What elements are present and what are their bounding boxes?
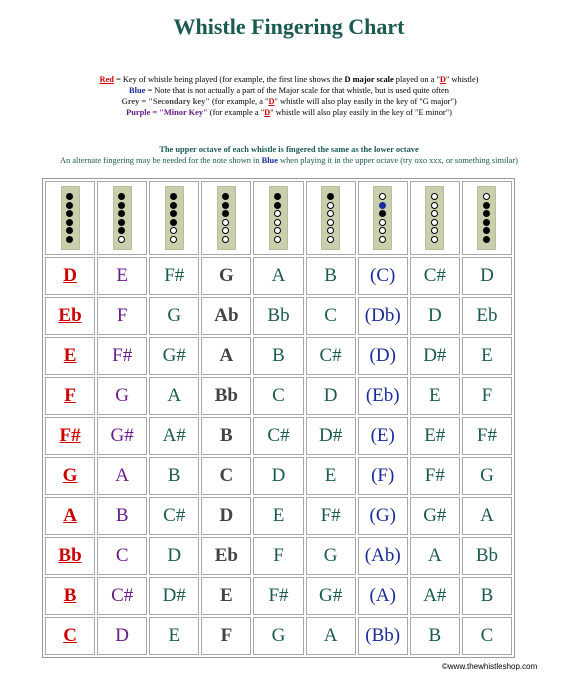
note-label: A — [115, 465, 130, 486]
hole-closed — [483, 227, 490, 234]
hole-open — [431, 219, 438, 226]
note-label: A — [323, 625, 338, 646]
note-label: G — [167, 305, 182, 326]
note-cell — [253, 337, 303, 375]
hole-closed — [118, 193, 125, 200]
note-cell — [45, 457, 95, 495]
note-cell — [358, 497, 408, 535]
hole-closed — [222, 202, 229, 209]
whistle-key-label: F — [64, 385, 76, 406]
note-cell — [306, 617, 356, 655]
note-label: C# — [319, 345, 342, 366]
note-label: (G) — [369, 505, 396, 526]
hole-open — [170, 227, 177, 234]
note-cell — [410, 577, 460, 615]
whistle-diagram — [165, 186, 184, 250]
note-label: F# — [268, 585, 289, 606]
hole-closed — [118, 210, 125, 217]
note-cell — [358, 337, 408, 375]
note-cell — [45, 257, 95, 295]
note-label: E — [272, 505, 285, 526]
note-cell — [358, 617, 408, 655]
note-label: (C) — [370, 265, 396, 286]
note-cell — [253, 577, 303, 615]
fingering-cell — [462, 181, 512, 255]
note-label: D — [271, 465, 286, 486]
legend-blue-text: = Note that is not actually a part of the Major scale for that whistle, but is used quite often — [145, 86, 449, 95]
key-row — [45, 297, 512, 335]
hole-closed — [170, 219, 177, 226]
key-row — [45, 497, 512, 535]
hole-open — [431, 193, 438, 200]
note-label: B — [115, 505, 129, 526]
note-label: C — [480, 625, 494, 646]
note-cell — [201, 417, 251, 455]
note-label: D# — [423, 345, 447, 366]
hole-closed — [274, 193, 281, 200]
note-label: F — [220, 625, 233, 646]
note-label: (E) — [370, 425, 395, 446]
note-label: B — [220, 425, 233, 446]
hole-open — [274, 219, 281, 226]
hole-closed — [222, 210, 229, 217]
note-cell — [149, 577, 199, 615]
note-label: Bb — [475, 545, 499, 566]
note-cell — [97, 337, 147, 375]
note-cell — [306, 257, 356, 295]
note-label: D — [115, 625, 130, 646]
fingering-cell — [410, 181, 460, 255]
note-label: E — [429, 385, 441, 406]
note-cell — [149, 377, 199, 415]
note-cell — [462, 337, 512, 375]
legend-grey-pre: (for example, a " — [209, 97, 269, 106]
subtitle-line1: The upper octave of each whistle is fingered the same as the lower octave — [159, 145, 419, 154]
whistle-key-label: A — [63, 505, 77, 526]
note-cell — [306, 417, 356, 455]
note-cell — [253, 417, 303, 455]
legend-red-mid: played on a " — [393, 75, 440, 84]
key-row — [45, 417, 512, 455]
note-label: F — [481, 385, 493, 406]
hole-closed — [66, 219, 73, 226]
note-label: B — [428, 625, 442, 646]
note-label: D — [480, 265, 494, 286]
legend-purple-post: " whistle will also play easily in the key of "E minor") — [270, 108, 452, 117]
hole-open — [327, 210, 334, 217]
note-cell — [97, 577, 147, 615]
note-cell — [201, 537, 251, 575]
legend-red — [0, 74, 578, 85]
note-label: E — [116, 265, 128, 286]
note-label: A — [480, 505, 494, 526]
hole-closed — [483, 210, 490, 217]
legend-red-post: " whistle) — [445, 75, 479, 84]
whistle-key-label: B — [63, 585, 77, 606]
note-label: Ab — [214, 305, 239, 326]
note-cell — [253, 617, 303, 655]
note-label: B — [480, 585, 494, 606]
hole-open — [379, 227, 386, 234]
legend-purple — [0, 107, 578, 118]
note-label: C — [219, 465, 234, 486]
note-label: C# — [267, 425, 290, 446]
note-label: E — [481, 345, 493, 366]
hole-closed — [483, 202, 490, 209]
legend-purple-label: Purple = "Minor Key" — [126, 108, 208, 117]
note-cell — [462, 617, 512, 655]
hole-closed — [66, 193, 73, 200]
note-cell — [253, 257, 303, 295]
note-cell — [358, 457, 408, 495]
note-cell — [201, 617, 251, 655]
note-cell — [306, 537, 356, 575]
note-cell — [149, 617, 199, 655]
hole-open — [327, 227, 334, 234]
note-label: B — [167, 465, 181, 486]
note-cell — [149, 257, 199, 295]
hole-half — [379, 202, 386, 209]
note-label: G — [271, 625, 286, 646]
note-label: (Bb) — [365, 625, 401, 646]
note-label: A# — [162, 425, 186, 446]
note-label: F — [273, 545, 284, 566]
hole-open — [222, 236, 229, 243]
whistle-diagram — [477, 186, 496, 250]
whistle-diagram — [113, 186, 132, 250]
hole-open — [431, 202, 438, 209]
subtitle-line2-blue: Blue — [261, 156, 278, 165]
hole-open — [327, 236, 334, 243]
note-label: G — [115, 385, 130, 406]
note-cell — [462, 537, 512, 575]
fingering-row — [45, 181, 512, 255]
note-label: E — [324, 465, 337, 486]
note-label: F — [116, 305, 128, 326]
key-row — [45, 257, 512, 295]
whistle-key-label: G — [62, 465, 78, 486]
note-cell — [410, 457, 460, 495]
hole-open — [379, 193, 386, 200]
fingering-cell — [253, 181, 303, 255]
note-cell — [410, 257, 460, 295]
note-label: E — [220, 585, 233, 606]
hole-open — [222, 219, 229, 226]
hole-closed — [118, 219, 125, 226]
note-label: A — [427, 545, 442, 566]
note-cell — [306, 497, 356, 535]
legend-purple-pre: (for example a " — [207, 108, 265, 117]
whistle-diagram — [217, 186, 236, 250]
whistle-diagram — [269, 186, 288, 250]
legend-red-strong: D major scale — [344, 75, 394, 84]
note-label: F# — [424, 465, 445, 486]
hole-closed — [66, 227, 73, 234]
note-cell — [462, 457, 512, 495]
legend — [0, 74, 578, 118]
fingering-table — [42, 178, 515, 658]
hole-open — [327, 219, 334, 226]
note-label: A — [167, 385, 182, 406]
hole-open — [222, 227, 229, 234]
subtitle-line2-pre: An alternate fingering may be needed for the note shown in — [60, 156, 262, 165]
note-cell — [253, 297, 303, 335]
note-label: G — [218, 265, 234, 286]
key-row — [45, 337, 512, 375]
note-cell — [45, 537, 95, 575]
note-cell — [201, 577, 251, 615]
note-label: G# — [423, 505, 447, 526]
note-cell — [358, 377, 408, 415]
subtitle-line2-post: when playing it in the upper octave (try oxo xxx, or something similar) — [277, 156, 518, 165]
note-cell — [462, 257, 512, 295]
hole-closed — [327, 193, 334, 200]
note-label: G — [323, 545, 338, 566]
note-label: F# — [476, 425, 497, 446]
legend-grey-d: D — [268, 97, 275, 106]
hole-closed — [222, 193, 229, 200]
whistle-key-label: Bb — [58, 545, 82, 566]
note-cell — [253, 537, 303, 575]
fingering-cell — [358, 181, 408, 255]
note-cell — [45, 417, 95, 455]
hole-open — [170, 236, 177, 243]
hole-closed — [118, 202, 125, 209]
note-cell — [201, 497, 251, 535]
hole-closed — [483, 236, 490, 243]
whistle-diagram — [61, 186, 80, 250]
note-label: D — [323, 385, 338, 406]
note-cell — [358, 537, 408, 575]
note-cell — [358, 417, 408, 455]
subtitle-line2 — [0, 155, 578, 166]
note-cell — [45, 497, 95, 535]
note-label: (Ab) — [364, 545, 401, 566]
note-label: B — [324, 265, 337, 286]
note-label: C# — [423, 265, 446, 286]
hole-open — [431, 210, 438, 217]
note-label: F# — [112, 345, 133, 366]
note-cell — [201, 257, 251, 295]
legend-purple-d: D — [264, 108, 271, 117]
note-cell — [253, 377, 303, 415]
note-cell — [410, 297, 460, 335]
chart-title: Whistle Fingering Chart — [173, 14, 405, 39]
note-cell — [97, 297, 147, 335]
note-cell — [306, 577, 356, 615]
note-cell — [45, 297, 95, 335]
fingering-cell — [45, 181, 95, 255]
legend-grey-post: " whistle will also play easily in the key of "G major") — [274, 97, 457, 106]
key-row — [45, 577, 512, 615]
note-cell — [410, 617, 460, 655]
key-row — [45, 537, 512, 575]
note-label: G# — [318, 585, 343, 606]
fingering-cell — [149, 181, 199, 255]
note-cell — [201, 297, 251, 335]
note-label: G — [480, 465, 494, 486]
note-label: G# — [110, 425, 134, 446]
fingering-cell — [97, 181, 147, 255]
note-label: C# — [163, 505, 186, 526]
note-cell — [462, 497, 512, 535]
note-label: (Eb) — [365, 385, 400, 406]
note-cell — [410, 377, 460, 415]
note-label: A# — [423, 585, 447, 606]
note-label: D# — [162, 585, 186, 606]
note-cell — [97, 617, 147, 655]
note-cell — [45, 377, 95, 415]
note-cell — [149, 497, 199, 535]
hole-closed — [170, 193, 177, 200]
note-label: A — [271, 265, 286, 286]
note-label: D# — [318, 425, 343, 446]
note-label: (D) — [369, 345, 396, 366]
key-row — [45, 617, 512, 655]
note-label: E — [168, 625, 181, 646]
whistle-key-label: D — [63, 265, 77, 286]
hole-closed — [170, 210, 177, 217]
note-cell — [201, 377, 251, 415]
note-cell — [306, 337, 356, 375]
note-cell — [201, 337, 251, 375]
hole-open — [274, 236, 281, 243]
note-cell — [462, 297, 512, 335]
note-cell — [358, 257, 408, 295]
hole-open — [379, 236, 386, 243]
hole-open — [379, 219, 386, 226]
note-label: C — [115, 545, 129, 566]
note-cell — [410, 417, 460, 455]
note-label: F# — [164, 265, 185, 286]
note-cell — [253, 457, 303, 495]
hole-open — [118, 236, 125, 243]
note-label: (F) — [371, 465, 395, 486]
note-label: B — [272, 345, 285, 366]
note-cell — [97, 377, 147, 415]
hole-open — [483, 193, 490, 200]
legend-red-text: = Key of whistle being played (for example, the first line shows the — [113, 75, 345, 84]
whistle-key-label: C — [63, 625, 77, 646]
hole-closed — [170, 202, 177, 209]
legend-blue-label: Blue — [129, 86, 146, 95]
note-cell — [253, 497, 303, 535]
hole-open — [431, 236, 438, 243]
hole-open — [274, 227, 281, 234]
note-cell — [97, 497, 147, 535]
note-label: D — [167, 545, 182, 566]
note-label: Eb — [476, 305, 498, 326]
hole-closed — [379, 210, 386, 217]
note-cell — [149, 417, 199, 455]
note-cell — [97, 537, 147, 575]
hole-closed — [66, 236, 73, 243]
note-cell — [149, 537, 199, 575]
note-cell — [149, 297, 199, 335]
note-cell — [306, 377, 356, 415]
note-cell — [97, 257, 147, 295]
whistle-key-label: F# — [59, 425, 81, 446]
note-cell — [410, 337, 460, 375]
key-row — [45, 377, 512, 415]
subtitle — [0, 144, 578, 166]
fingering-table-body — [45, 181, 512, 655]
note-label: D — [219, 505, 234, 526]
note-cell — [306, 297, 356, 335]
fingering-cell — [201, 181, 251, 255]
note-cell — [97, 457, 147, 495]
hole-closed — [66, 202, 73, 209]
hole-open — [431, 227, 438, 234]
note-cell — [410, 537, 460, 575]
hole-open — [274, 210, 281, 217]
note-label: (A) — [369, 585, 396, 606]
whistle-key-label: Eb — [58, 305, 82, 326]
note-label: Eb — [214, 545, 238, 566]
note-cell — [201, 457, 251, 495]
note-cell — [358, 297, 408, 335]
note-cell — [45, 337, 95, 375]
footer-copyright: ©www.thewhistleshop.com — [442, 662, 538, 671]
note-cell — [462, 377, 512, 415]
key-row — [45, 457, 512, 495]
note-cell — [358, 577, 408, 615]
hole-closed — [66, 210, 73, 217]
note-cell — [97, 417, 147, 455]
legend-grey-label: Grey = "Secondary key" — [121, 97, 210, 106]
note-cell — [306, 457, 356, 495]
note-cell — [45, 617, 95, 655]
hole-open — [327, 202, 334, 209]
note-label: E# — [424, 425, 446, 446]
note-label: F# — [320, 505, 341, 526]
note-label: Bb — [267, 305, 290, 326]
note-cell — [149, 337, 199, 375]
whistle-diagram — [373, 186, 392, 250]
note-cell — [410, 497, 460, 535]
note-cell — [462, 577, 512, 615]
whistle-key-label: E — [63, 345, 77, 366]
note-cell — [45, 577, 95, 615]
note-label: G# — [162, 345, 186, 366]
note-cell — [462, 417, 512, 455]
fingering-cell — [306, 181, 356, 255]
legend-grey — [0, 96, 578, 107]
whistle-diagram — [321, 186, 340, 250]
note-cell — [149, 457, 199, 495]
note-label: D — [427, 305, 442, 326]
note-label: C# — [111, 585, 134, 606]
legend-blue — [0, 85, 578, 96]
note-label: A — [219, 345, 234, 366]
legend-red-d: D — [439, 75, 446, 84]
whistle-diagram — [425, 186, 444, 250]
note-label: C — [324, 305, 337, 326]
hole-closed — [483, 219, 490, 226]
legend-red-label: Red — [99, 75, 114, 84]
hole-closed — [118, 227, 125, 234]
note-label: C — [272, 385, 285, 406]
note-label: Bb — [214, 385, 238, 406]
hole-closed — [274, 202, 281, 209]
note-label: (Db) — [364, 305, 401, 326]
